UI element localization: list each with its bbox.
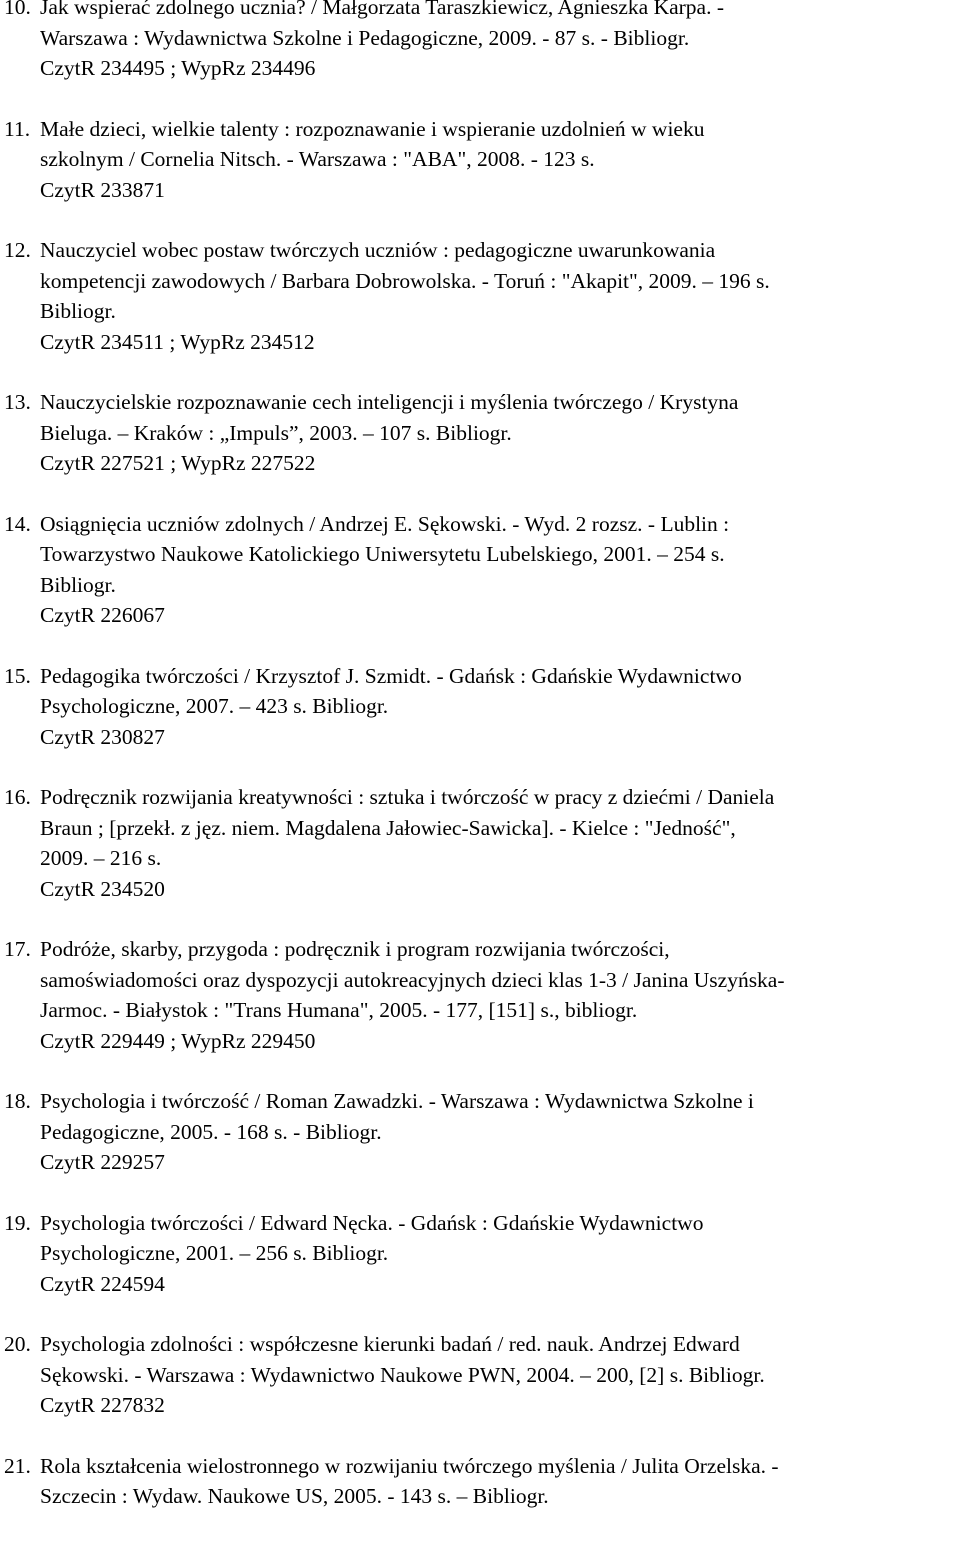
bibliography-entry xyxy=(0,235,960,357)
entry-line: Podróże, skarby, przygoda : podręcznik i program rozwijania twórczości, xyxy=(40,937,670,961)
entry-number: 10. xyxy=(4,0,31,19)
entry-text xyxy=(0,782,960,904)
entry-line: Osiągnięcia uczniów zdolnych / Andrzej E. Sękowski. - Wyd. 2 rozsz. - Lublin : xyxy=(40,511,730,536)
entry-line: szkolnym / Cornelia Nitsch. - Warszawa : "ABA", 2008. - 123 s. xyxy=(40,147,595,171)
entry-line: Pedagogiczne, 2005. - 168 s. - Bibliogr. xyxy=(40,1119,382,1144)
entry-line: samoświadomości oraz dyspozycji autokreacyjnych dzieci klas 1-3 / Janina Uszyńska- xyxy=(40,967,785,992)
bibliography-entry xyxy=(0,934,960,1056)
entry-number: 11. xyxy=(4,116,31,141)
entry-line: Sękowski. - Warszawa : Wydawnictwo Naukowe PWN, 2004. – 200, [2] s. Bibliogr. xyxy=(40,1362,765,1387)
entry-line: Szczecin : Wydaw. Naukowe US, 2005. - 143 s. – Bibliogr. xyxy=(40,1484,549,1508)
entry-line: Braun ; [przekł. z jęz. niem. Magdalena Jałowiec-Sawicka]. - Kielce : "Jedność", xyxy=(40,815,736,840)
entry-number: 20. xyxy=(4,1332,31,1356)
call-number: CzytR 230827 xyxy=(40,724,165,749)
entry-line: Psychologia twórczości / Edward Nęcka. - Gdańsk : Gdańskie Wydawnictwo xyxy=(40,1210,704,1235)
bibliography-entry xyxy=(0,1329,960,1421)
bibliography-entry xyxy=(0,1451,960,1512)
entry-text xyxy=(0,0,960,84)
entry-line: Warszawa : Wydawnictwa Szkolne i Pedagogiczne, 2009. - 87 s. - Bibliogr. xyxy=(40,25,690,50)
bibliography-entry xyxy=(0,782,960,904)
entry-line: Rola kształcenia wielostronnego w rozwijaniu twórczego myślenia / Julita Orzelska. - xyxy=(40,1453,779,1478)
entry-number: 16. xyxy=(4,785,31,809)
entry-number: 14. xyxy=(4,511,31,536)
bibliography-entry xyxy=(0,1086,960,1178)
entry-text xyxy=(0,1086,960,1178)
entry-number: 15. xyxy=(4,663,31,688)
call-number: CzytR 226067 xyxy=(40,603,165,627)
call-number: CzytR 233871 xyxy=(40,177,165,202)
entry-text xyxy=(0,387,960,479)
entry-line: Psychologia zdolności : współczesne kierunki badań / red. nauk. Andrzej Edward xyxy=(40,1332,740,1356)
entry-text xyxy=(0,1208,960,1300)
entry-line: Jak wspierać zdolnego ucznia? / Małgorzata Taraszkiewicz, Agnieszka Karpa. - xyxy=(40,0,725,19)
entry-line: Psychologiczne, 2007. – 423 s. Bibliogr. xyxy=(40,694,389,718)
bibliography-entry xyxy=(0,0,960,84)
entry-text xyxy=(0,1451,960,1512)
entry-text xyxy=(0,509,960,631)
entry-line: Nauczycielskie rozpoznawanie cech inteligencji i myślenia twórczego / Krystyna xyxy=(40,390,739,414)
call-number: CzytR 229257 xyxy=(40,1150,165,1174)
call-number: CzytR 229449 ; WypRz 229450 xyxy=(40,1028,316,1053)
call-number: CzytR 234495 ; WypRz 234496 xyxy=(40,56,316,80)
entry-number: 17. xyxy=(4,937,31,961)
bibliography-entry xyxy=(0,1208,960,1300)
call-number: CzytR 234520 xyxy=(40,876,165,901)
entry-line: Psychologia i twórczość / Roman Zawadzki. - Warszawa : Wydawnictwa Szkolne i xyxy=(40,1089,754,1113)
bibliography-entry xyxy=(0,114,960,206)
entry-line: Pedagogika twórczości / Krzysztof J. Szmidt. - Gdańsk : Gdańskie Wydawnictwo xyxy=(40,663,742,688)
entry-number: 21. xyxy=(4,1453,31,1478)
entry-line: Nauczyciel wobec postaw twórczych uczniów : pedagogiczne uwarunkowania xyxy=(40,238,716,262)
entry-line: Jarmoc. - Białystok : "Trans Humana", 2005. - 177, [151] s., bibliogr. xyxy=(40,998,638,1022)
entry-number: 13. xyxy=(4,390,31,414)
entry-line: Bieluga. – Kraków : „Impuls”, 2003. – 107 s. Bibliogr. xyxy=(40,420,512,445)
entry-line: kompetencji zawodowych / Barbara Dobrowolska. - Toruń : "Akapit", 2009. – 196 s. xyxy=(40,268,770,293)
entry-number: 19. xyxy=(4,1210,31,1235)
entry-number: 12. xyxy=(4,238,31,262)
entry-line: Bibliogr. xyxy=(40,299,116,323)
entry-text xyxy=(0,235,960,357)
entry-text xyxy=(0,934,960,1056)
call-number: CzytR 227521 ; WypRz 227522 xyxy=(40,451,316,475)
call-number: CzytR 234511 ; WypRz 234512 xyxy=(40,329,315,354)
call-number: CzytR 227832 xyxy=(40,1393,165,1417)
entry-line: Towarzystwo Naukowe Katolickiego Uniwersytetu Lubelskiego, 2001. – 254 s. xyxy=(40,542,725,566)
entry-line: Małe dzieci, wielkie talenty : rozpoznawanie i wspieranie uzdolnień w wieku xyxy=(40,116,705,141)
entry-text xyxy=(0,1329,960,1421)
bibliography-entry xyxy=(0,661,960,753)
entry-line: Bibliogr. xyxy=(40,572,116,597)
entry-text xyxy=(0,114,960,206)
entry-number: 18. xyxy=(4,1089,31,1113)
bibliography-entry xyxy=(0,387,960,479)
entry-line: Podręcznik rozwijania kreatywności : sztuka i twórczość w pracy z dziećmi / Daniela xyxy=(40,785,775,809)
bibliography-entry xyxy=(0,509,960,631)
entry-line: 2009. – 216 s. xyxy=(40,846,162,870)
call-number: CzytR 224594 xyxy=(40,1271,165,1296)
entry-line: Psychologiczne, 2001. – 256 s. Bibliogr. xyxy=(40,1241,389,1265)
entry-text xyxy=(0,661,960,753)
